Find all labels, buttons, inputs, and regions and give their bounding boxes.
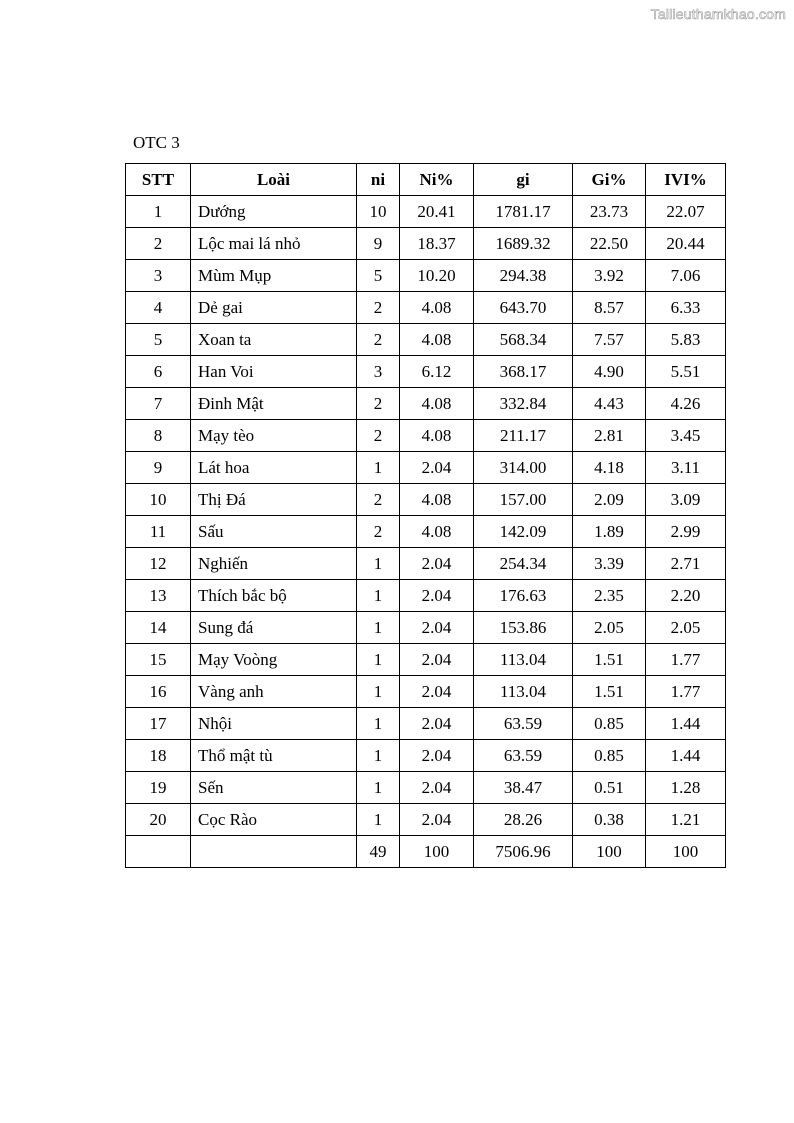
cell-ni-percent: 6.12 xyxy=(400,356,474,388)
cell-ivi-percent: 100 xyxy=(646,836,726,868)
cell-gi: 176.63 xyxy=(474,580,573,612)
cell-gi: 294.38 xyxy=(474,260,573,292)
cell-ni: 5 xyxy=(357,260,400,292)
cell-species-name: Lát hoa xyxy=(191,452,357,484)
cell-gi: 643.70 xyxy=(474,292,573,324)
column-header-gi-percent: Gi% xyxy=(573,164,646,196)
cell-species-name: Thích bắc bộ xyxy=(191,580,357,612)
cell-gi: 254.34 xyxy=(474,548,573,580)
cell-species-name: Thổ mật tù xyxy=(191,740,357,772)
cell-gi: 332.84 xyxy=(474,388,573,420)
cell-ivi-percent: 20.44 xyxy=(646,228,726,260)
cell-ni-percent: 4.08 xyxy=(400,324,474,356)
cell-gi: 38.47 xyxy=(474,772,573,804)
cell-stt: 12 xyxy=(126,548,191,580)
cell-ivi-percent: 3.45 xyxy=(646,420,726,452)
cell-stt: 18 xyxy=(126,740,191,772)
cell-stt: 1 xyxy=(126,196,191,228)
cell-ni: 2 xyxy=(357,292,400,324)
cell-gi: 1689.32 xyxy=(474,228,573,260)
cell-species-name: Dướng xyxy=(191,196,357,228)
cell-species-name: Sấu xyxy=(191,516,357,548)
cell-ni: 1 xyxy=(357,804,400,836)
cell-species-name: Dẻ gai xyxy=(191,292,357,324)
table-title: OTC 3 xyxy=(133,133,180,152)
cell-stt xyxy=(126,836,191,868)
cell-ivi-percent: 1.44 xyxy=(646,708,726,740)
cell-gi: 153.86 xyxy=(474,612,573,644)
cell-gi-percent: 2.35 xyxy=(573,580,646,612)
cell-ni-percent: 4.08 xyxy=(400,420,474,452)
cell-species-name: Cọc Rào xyxy=(191,804,357,836)
cell-species-name: Nhội xyxy=(191,708,357,740)
cell-gi-percent: 2.05 xyxy=(573,612,646,644)
cell-ni-percent: 2.04 xyxy=(400,580,474,612)
cell-species-name: Thị Đá xyxy=(191,484,357,516)
table-row xyxy=(126,804,726,836)
cell-ni-percent: 2.04 xyxy=(400,804,474,836)
cell-ni-percent: 2.04 xyxy=(400,644,474,676)
table-row xyxy=(126,356,726,388)
cell-stt: 15 xyxy=(126,644,191,676)
cell-gi: 568.34 xyxy=(474,324,573,356)
cell-ni: 1 xyxy=(357,612,400,644)
cell-ivi-percent: 3.11 xyxy=(646,452,726,484)
cell-gi: 157.00 xyxy=(474,484,573,516)
cell-gi-percent: 1.89 xyxy=(573,516,646,548)
cell-stt: 10 xyxy=(126,484,191,516)
table-row xyxy=(126,260,726,292)
cell-gi-percent: 4.18 xyxy=(573,452,646,484)
table-row xyxy=(126,548,726,580)
cell-ni: 49 xyxy=(357,836,400,868)
cell-ni-percent: 20.41 xyxy=(400,196,474,228)
table-row xyxy=(126,708,726,740)
cell-species-name xyxy=(191,836,357,868)
cell-ni-percent: 4.08 xyxy=(400,516,474,548)
cell-ni: 1 xyxy=(357,580,400,612)
cell-ivi-percent: 2.71 xyxy=(646,548,726,580)
cell-ni: 1 xyxy=(357,740,400,772)
cell-stt: 17 xyxy=(126,708,191,740)
column-header-ivi-percent: IVI% xyxy=(646,164,726,196)
cell-ni-percent: 2.04 xyxy=(400,676,474,708)
cell-ivi-percent: 4.26 xyxy=(646,388,726,420)
cell-gi-percent: 0.85 xyxy=(573,708,646,740)
cell-ivi-percent: 2.05 xyxy=(646,612,726,644)
cell-stt: 14 xyxy=(126,612,191,644)
cell-gi-percent: 0.38 xyxy=(573,804,646,836)
cell-ni-percent: 4.08 xyxy=(400,388,474,420)
cell-ni: 1 xyxy=(357,772,400,804)
cell-gi-percent: 100 xyxy=(573,836,646,868)
cell-gi: 113.04 xyxy=(474,644,573,676)
cell-species-name: Nghiến xyxy=(191,548,357,580)
cell-ni: 1 xyxy=(357,452,400,484)
cell-ivi-percent: 22.07 xyxy=(646,196,726,228)
cell-gi: 63.59 xyxy=(474,708,573,740)
cell-ni: 2 xyxy=(357,516,400,548)
table-row xyxy=(126,452,726,484)
cell-gi: 1781.17 xyxy=(474,196,573,228)
cell-gi-percent: 1.51 xyxy=(573,644,646,676)
cell-ni: 3 xyxy=(357,356,400,388)
cell-gi: 28.26 xyxy=(474,804,573,836)
cell-gi: 368.17 xyxy=(474,356,573,388)
table-row xyxy=(126,612,726,644)
cell-stt: 16 xyxy=(126,676,191,708)
table-row xyxy=(126,740,726,772)
cell-ivi-percent: 1.77 xyxy=(646,676,726,708)
cell-ivi-percent: 5.83 xyxy=(646,324,726,356)
cell-ni-percent: 2.04 xyxy=(400,772,474,804)
cell-stt: 2 xyxy=(126,228,191,260)
cell-ni: 1 xyxy=(357,548,400,580)
cell-gi: 314.00 xyxy=(474,452,573,484)
table-body xyxy=(126,196,726,868)
cell-ni-percent: 2.04 xyxy=(400,708,474,740)
watermark-text: Tailieuthamkhao.com xyxy=(650,6,786,22)
table-row xyxy=(126,484,726,516)
cell-ivi-percent: 1.77 xyxy=(646,644,726,676)
cell-stt: 9 xyxy=(126,452,191,484)
cell-gi-percent: 4.43 xyxy=(573,388,646,420)
cell-species-name: Lộc mai lá nhỏ xyxy=(191,228,357,260)
table-row xyxy=(126,228,726,260)
column-header-stt: STT xyxy=(126,164,191,196)
cell-gi-percent: 8.57 xyxy=(573,292,646,324)
cell-ni-percent: 2.04 xyxy=(400,452,474,484)
cell-ni: 1 xyxy=(357,708,400,740)
cell-species-name: Sung đá xyxy=(191,612,357,644)
cell-ivi-percent: 1.44 xyxy=(646,740,726,772)
cell-ivi-percent: 6.33 xyxy=(646,292,726,324)
cell-ivi-percent: 1.28 xyxy=(646,772,726,804)
total-row xyxy=(126,836,726,868)
species-table xyxy=(125,163,726,868)
cell-ni: 2 xyxy=(357,324,400,356)
cell-ni: 9 xyxy=(357,228,400,260)
table-row xyxy=(126,644,726,676)
table-row xyxy=(126,580,726,612)
cell-gi: 142.09 xyxy=(474,516,573,548)
table-row xyxy=(126,516,726,548)
cell-gi-percent: 0.85 xyxy=(573,740,646,772)
cell-species-name: Sến xyxy=(191,772,357,804)
table-row xyxy=(126,324,726,356)
cell-gi-percent: 1.51 xyxy=(573,676,646,708)
cell-stt: 6 xyxy=(126,356,191,388)
cell-gi: 63.59 xyxy=(474,740,573,772)
cell-ni-percent: 10.20 xyxy=(400,260,474,292)
cell-ivi-percent: 5.51 xyxy=(646,356,726,388)
cell-species-name: Vàng anh xyxy=(191,676,357,708)
column-header-loai: Loài xyxy=(191,164,357,196)
cell-gi-percent: 22.50 xyxy=(573,228,646,260)
cell-gi-percent: 7.57 xyxy=(573,324,646,356)
cell-species-name: Xoan ta xyxy=(191,324,357,356)
table-row xyxy=(126,420,726,452)
cell-stt: 3 xyxy=(126,260,191,292)
cell-species-name: Đinh Mật xyxy=(191,388,357,420)
column-header-gi: gi xyxy=(474,164,573,196)
table-row xyxy=(126,388,726,420)
cell-gi-percent: 3.92 xyxy=(573,260,646,292)
cell-stt: 11 xyxy=(126,516,191,548)
cell-ni-percent: 100 xyxy=(400,836,474,868)
cell-stt: 19 xyxy=(126,772,191,804)
cell-gi: 211.17 xyxy=(474,420,573,452)
cell-gi: 113.04 xyxy=(474,676,573,708)
cell-ni-percent: 18.37 xyxy=(400,228,474,260)
cell-species-name: Mùm Mụp xyxy=(191,260,357,292)
header-row xyxy=(126,164,726,196)
cell-stt: 5 xyxy=(126,324,191,356)
cell-species-name: Mạy Voòng xyxy=(191,644,357,676)
cell-gi-percent: 4.90 xyxy=(573,356,646,388)
cell-ivi-percent: 2.99 xyxy=(646,516,726,548)
cell-ni: 10 xyxy=(357,196,400,228)
cell-species-name: Han Voi xyxy=(191,356,357,388)
cell-gi-percent: 23.73 xyxy=(573,196,646,228)
column-header-ni-percent: Ni% xyxy=(400,164,474,196)
cell-ivi-percent: 7.06 xyxy=(646,260,726,292)
cell-ni-percent: 4.08 xyxy=(400,484,474,516)
cell-species-name: Mạy tèo xyxy=(191,420,357,452)
cell-stt: 20 xyxy=(126,804,191,836)
cell-gi-percent: 2.81 xyxy=(573,420,646,452)
cell-stt: 8 xyxy=(126,420,191,452)
cell-ni-percent: 2.04 xyxy=(400,612,474,644)
cell-ni-percent: 4.08 xyxy=(400,292,474,324)
cell-gi: 7506.96 xyxy=(474,836,573,868)
table-row xyxy=(126,676,726,708)
cell-ivi-percent: 2.20 xyxy=(646,580,726,612)
cell-ni: 2 xyxy=(357,484,400,516)
cell-ni: 1 xyxy=(357,644,400,676)
cell-ivi-percent: 3.09 xyxy=(646,484,726,516)
cell-ni: 2 xyxy=(357,420,400,452)
column-header-ni: ni xyxy=(357,164,400,196)
cell-ni: 1 xyxy=(357,676,400,708)
cell-ni-percent: 2.04 xyxy=(400,740,474,772)
cell-stt: 7 xyxy=(126,388,191,420)
table-row xyxy=(126,772,726,804)
table-row xyxy=(126,292,726,324)
cell-gi-percent: 2.09 xyxy=(573,484,646,516)
cell-gi-percent: 3.39 xyxy=(573,548,646,580)
cell-gi-percent: 0.51 xyxy=(573,772,646,804)
cell-stt: 13 xyxy=(126,580,191,612)
cell-stt: 4 xyxy=(126,292,191,324)
cell-ivi-percent: 1.21 xyxy=(646,804,726,836)
table-row xyxy=(126,196,726,228)
cell-ni: 2 xyxy=(357,388,400,420)
cell-ni-percent: 2.04 xyxy=(400,548,474,580)
